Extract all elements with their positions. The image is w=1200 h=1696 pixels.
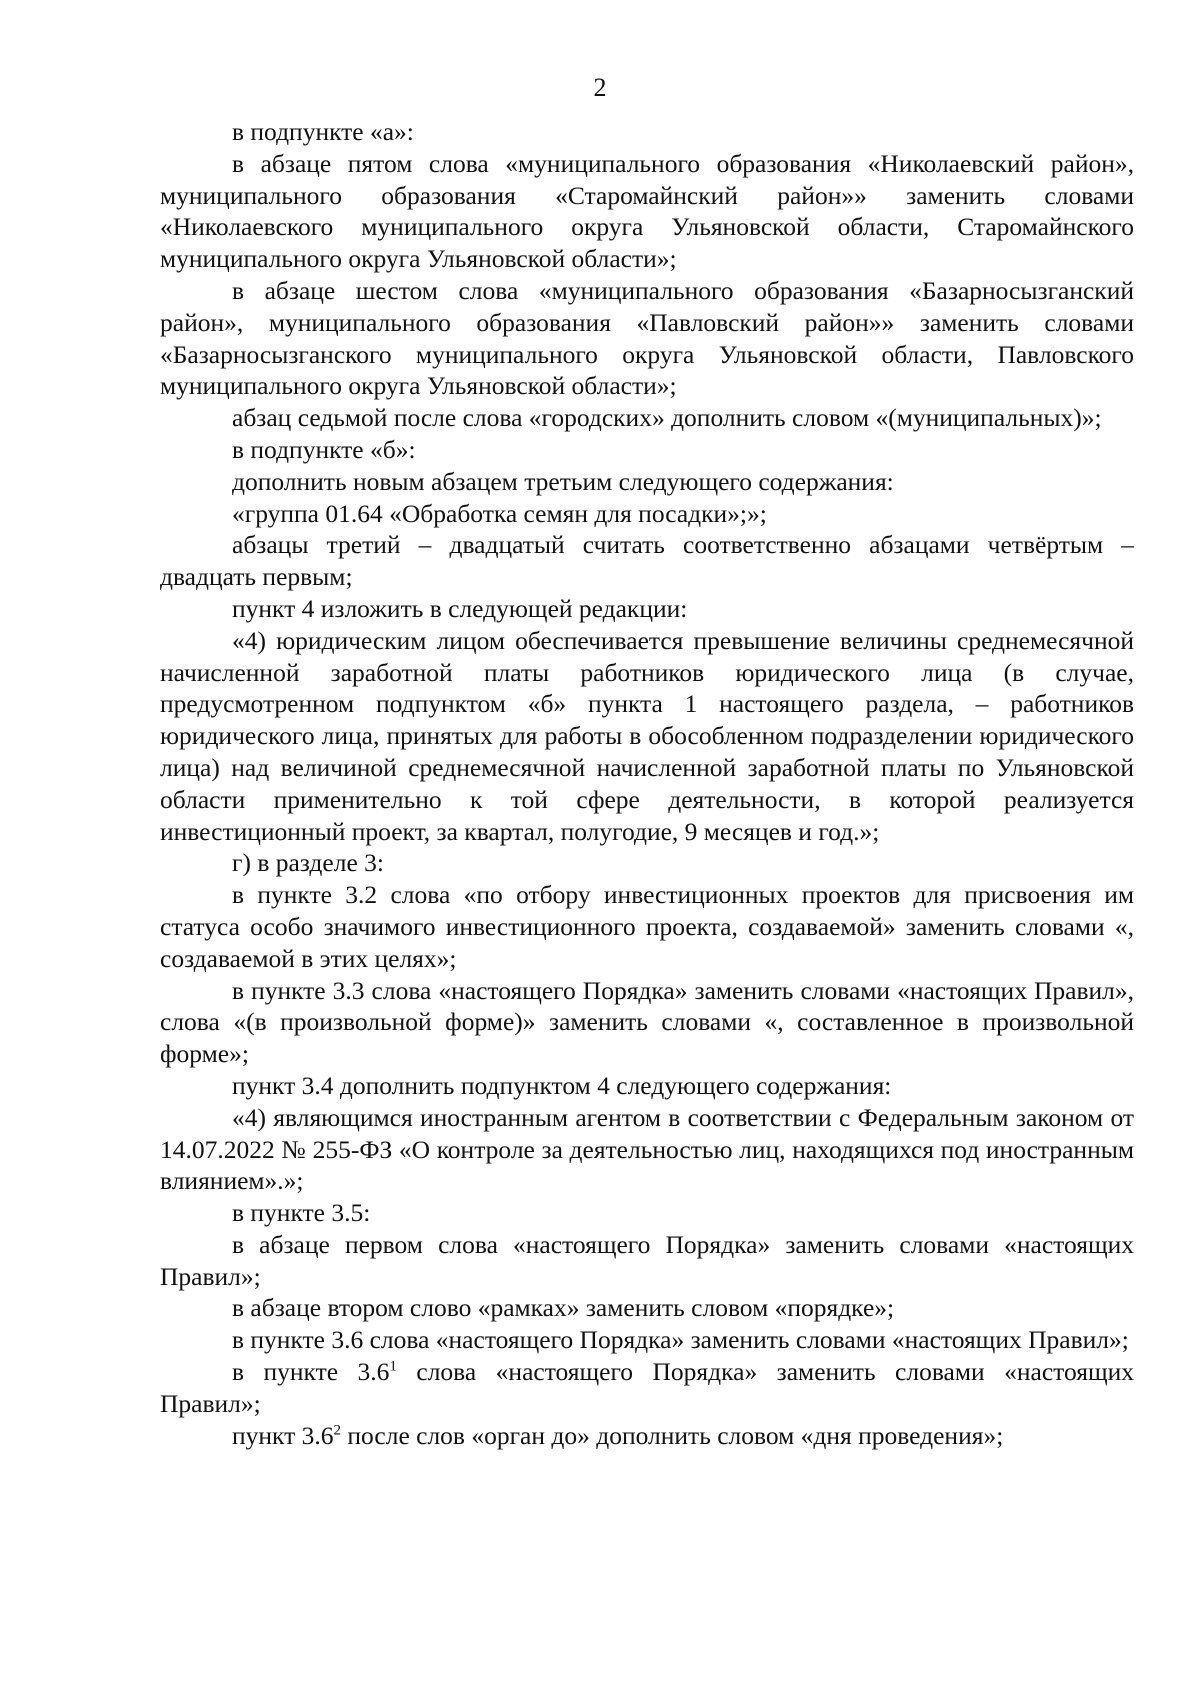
paragraph: в пункте 3.3 слова «настоящего Порядка» заменить словами «настоящих Правил», слова «(в произвольной форме)» заменить словами «, составленное в произвольной форме»;	[160, 975, 1134, 1069]
paragraph: в абзаце первом слова «настоящего Порядка» заменить словами «настоящих Правил»;	[160, 1229, 1134, 1291]
paragraph: абзацы третий – двадцатый считать соответственно абзацами четвёртым – двадцать первым;	[160, 530, 1134, 592]
paragraph: в пункте 3.2 слова «по отбору инвестиционных проектов для присвоения им статуса особо значимого инвестиционного проекта, создаваемой» заменить словами «, создаваемой в этих целях»;	[160, 880, 1134, 973]
paragraph: «группа 01.64 «Обработка семян для посадки»;»;	[232, 498, 767, 528]
superscript: 2	[333, 1422, 341, 1439]
superscript: 1	[389, 1358, 397, 1375]
paragraph-with-superscript	[160, 1356, 1134, 1420]
paragraph: «4) юридическим лицом обеспечивается превышение величины среднемесячной начисленной заработной платы работников юридического лица (в случае, предусмотренном подпунктом «б» пункта 1 настоящего раздела, – работников юридического лица, принятых для работы в обособленном подразделении юридического лица) над величиной среднемесячной начисленной заработной платы по Ульяновской области применительно к той сфере деятельности, в которой реализуется инвестиционный проект, за квартал, полугодие, 9 месяцев и год.»;	[160, 625, 1134, 846]
paragraph-text: пункт 3.6	[232, 1420, 334, 1450]
paragraph: в подпункте «б»:	[232, 434, 416, 464]
paragraph: пункт 4 изложить в следующей редакции:	[232, 593, 688, 623]
paragraph-text: слова «настоящего Порядка» заменить словами «настоящих Правил»;	[160, 1357, 1134, 1418]
paragraph: г) в разделе 3:	[232, 848, 384, 878]
page-number: 2	[593, 73, 607, 102]
paragraph-text: после слов «орган до» дополнить словом «дня проведения»;	[341, 1420, 1004, 1450]
paragraph-text: в пункте 3.6	[232, 1357, 390, 1387]
paragraph: в абзаце пятом слова «муниципального образования «Николаевский район», муниципального образования «Старомайнский район»» заменить словами «Николаевского муниципального округа Ульяновской области, Старомайнского муниципального округа Ульяновской области»;	[160, 148, 1134, 274]
paragraph: в абзаце шестом слова «муниципального образования «Базарносызганский район», муниципального образования «Павловский район»» заменить словами «Базарносызганского муниципального округа Ульяновской области, Павловского муниципального округа Ульяновской области»;	[160, 275, 1134, 401]
paragraph: в подпункте «а»:	[232, 117, 414, 146]
paragraph: в пункте 3.5:	[232, 1198, 371, 1228]
paragraph: пункт 3.4 дополнить подпунктом 4 следующего содержания:	[232, 1070, 892, 1100]
paragraph: абзац седьмой после слова «городских» дополнить словом «(муниципальных)»;	[232, 403, 1102, 433]
document-body	[160, 116, 1134, 1451]
paragraph: «4) являющимся иностранным агентом в соответствии с Федеральным законом от 14.07.2022 № 255-ФЗ «О контроле за деятельностью лиц, находящихся под иностранным влиянием».»;	[160, 1102, 1134, 1196]
paragraph: дополнить новым абзацем третьим следующего содержания:	[232, 466, 894, 496]
paragraph: в абзаце втором слово «рамках» заменить словом «порядке»;	[232, 1293, 895, 1323]
paragraph: в пункте 3.6 слова «настоящего Порядка» заменить словами «настоящих Правил»;	[232, 1325, 1129, 1355]
paragraph-with-superscript	[160, 1420, 1134, 1452]
